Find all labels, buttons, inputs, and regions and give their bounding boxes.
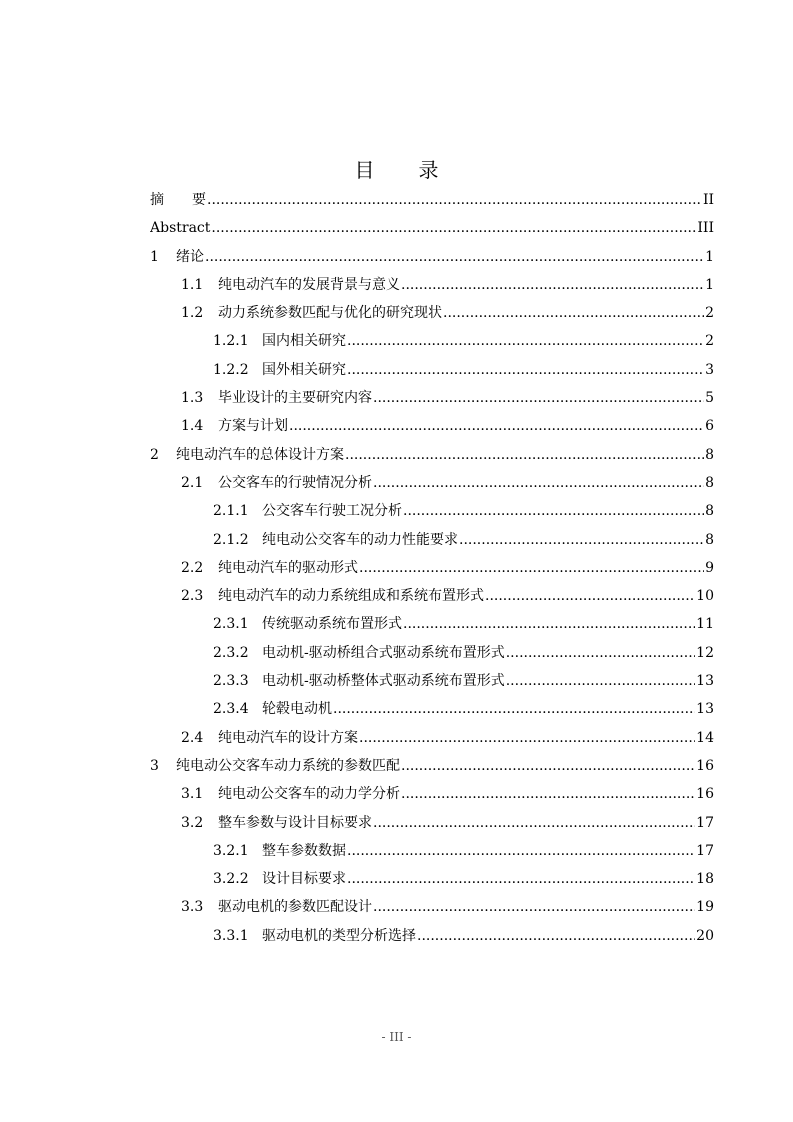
toc-leader-dots bbox=[359, 724, 695, 752]
toc-leader-dots bbox=[211, 214, 696, 242]
toc-entry-page-number: 16 bbox=[696, 786, 714, 803]
toc-entry-title: 轮毂电动机 bbox=[262, 701, 332, 718]
toc-entry-number: 3.2 bbox=[181, 814, 204, 831]
toc-leader-dots bbox=[345, 441, 704, 469]
toc-entry-number: 2.3.1 bbox=[213, 616, 249, 633]
toc-entry-number: 1.2.1 bbox=[213, 333, 249, 350]
toc-entry-page-number: 2 bbox=[705, 305, 714, 322]
toc-entry-page-number: II bbox=[702, 192, 714, 208]
toc-leader-dots bbox=[347, 356, 704, 384]
toc-entry-title: 设计目标要求 bbox=[262, 871, 346, 888]
toc-entry-title: 纯电动汽车的驱动形式 bbox=[218, 559, 358, 576]
toc-entry-title: 纯电动汽车的发展背景与意义 bbox=[218, 276, 400, 293]
toc-entry[interactable] bbox=[150, 724, 714, 752]
toc-entry-page-number: 17 bbox=[696, 814, 714, 831]
toc-entry-number: 2.3 bbox=[181, 588, 204, 605]
title-char-left: 目 bbox=[354, 158, 375, 182]
toc-entry-title: Abstract bbox=[150, 220, 211, 237]
toc-leader-dots bbox=[485, 582, 695, 610]
toc-entry[interactable] bbox=[150, 695, 714, 723]
toc-entry[interactable] bbox=[150, 837, 714, 865]
toc-leader-dots bbox=[373, 469, 704, 497]
toc-entry-page-number: 8 bbox=[705, 503, 714, 520]
toc-leader-dots bbox=[347, 865, 695, 893]
toc-leader-dots bbox=[205, 243, 704, 271]
toc-entry[interactable] bbox=[150, 412, 714, 440]
toc-entry-page-number: III bbox=[697, 220, 714, 237]
toc-leader-dots bbox=[506, 667, 695, 695]
toc-entry-page-number: 18 bbox=[696, 871, 714, 888]
toc-leader-dots bbox=[401, 271, 704, 299]
toc-entry-title: 纯电动汽车的总体设计方案 bbox=[176, 446, 344, 463]
toc-leader-dots bbox=[347, 327, 704, 355]
toc-entry[interactable] bbox=[150, 243, 714, 271]
toc-entry-page-number: 9 bbox=[705, 559, 714, 576]
toc-entry-page-number: 6 bbox=[705, 418, 714, 435]
toc-entry-page-number: 17 bbox=[696, 842, 714, 859]
toc-entry-page-number: 13 bbox=[696, 701, 714, 718]
toc-entry[interactable] bbox=[150, 610, 714, 638]
toc-entry-page-number: 12 bbox=[696, 644, 714, 661]
toc-entry[interactable] bbox=[150, 327, 714, 355]
toc-leader-dots bbox=[333, 695, 695, 723]
toc-entry-number: 2.1 bbox=[181, 474, 204, 491]
toc-entry-page-number: 14 bbox=[696, 729, 714, 746]
toc-leader-dots bbox=[401, 780, 695, 808]
toc-entry-title: 驱动电机的类型分析选择 bbox=[262, 927, 416, 944]
toc-entry-page-number: 8 bbox=[705, 446, 714, 463]
toc-entry-title: 国内相关研究 bbox=[262, 333, 346, 350]
toc-entry[interactable] bbox=[150, 299, 714, 327]
toc-entry-number: 3.1 bbox=[181, 786, 204, 803]
toc-entry-title: 纯电动公交客车的动力学分析 bbox=[218, 786, 400, 803]
toc-entry-number: 1.2 bbox=[181, 305, 204, 322]
toc-entry[interactable] bbox=[150, 356, 714, 384]
toc-entry-number: 1 bbox=[150, 248, 159, 265]
toc-entry[interactable] bbox=[150, 639, 714, 667]
toc-entry-title: 纯电动公交客车的动力性能要求 bbox=[262, 531, 458, 548]
toc-leader-dots bbox=[506, 639, 695, 667]
toc-entry[interactable] bbox=[150, 780, 714, 808]
toc-entry-number: 3.3.1 bbox=[213, 927, 249, 944]
toc-entry-title: 方案与计划 bbox=[218, 418, 288, 435]
toc-entry[interactable] bbox=[150, 554, 714, 582]
toc-entry-title: 整车参数数据 bbox=[262, 842, 346, 859]
toc-entry-title: 毕业设计的主要研究内容 bbox=[218, 390, 372, 407]
toc-entry-page-number: 13 bbox=[696, 673, 714, 690]
table-of-contents bbox=[150, 186, 714, 950]
toc-leader-dots bbox=[289, 412, 704, 440]
toc-leader-dots bbox=[443, 299, 704, 327]
toc-entry-title: 摘 要 bbox=[150, 192, 206, 208]
toc-leader-dots bbox=[459, 526, 704, 554]
toc-leader-dots bbox=[403, 497, 704, 525]
toc-entry-page-number: 1 bbox=[705, 248, 714, 265]
toc-entry-number: 1.2.2 bbox=[213, 361, 249, 378]
toc-entry-title: 公交客车行驶工况分析 bbox=[262, 503, 402, 520]
toc-entry-number: 3 bbox=[150, 757, 159, 774]
toc-entry-page-number: 2 bbox=[705, 333, 714, 350]
toc-entry-title: 电动机-驱动桥整体式驱动系统布置形式 bbox=[262, 673, 505, 690]
toc-entry[interactable] bbox=[150, 667, 714, 695]
toc-entry-title: 国外相关研究 bbox=[262, 361, 346, 378]
toc-entry-number: 2.3.3 bbox=[213, 673, 249, 690]
toc-entry-page-number: 5 bbox=[705, 390, 714, 407]
toc-entry[interactable] bbox=[150, 582, 714, 610]
toc-entry[interactable] bbox=[150, 893, 714, 921]
toc-entry-number: 2.4 bbox=[181, 729, 204, 746]
toc-entry-title: 传统驱动系统布置形式 bbox=[262, 616, 402, 633]
toc-leader-dots bbox=[373, 809, 695, 837]
toc-entry-number: 2 bbox=[150, 446, 159, 463]
toc-entry-page-number: 10 bbox=[696, 588, 714, 605]
toc-entry-number: 1.3 bbox=[181, 390, 204, 407]
toc-entry[interactable] bbox=[150, 441, 714, 469]
toc-leader-dots bbox=[373, 384, 704, 412]
toc-entry-number: 2.1.1 bbox=[213, 503, 249, 520]
toc-entry-page-number: 16 bbox=[696, 757, 714, 774]
toc-entry-page-number: 19 bbox=[696, 899, 714, 916]
toc-entry[interactable] bbox=[150, 469, 714, 497]
toc-entry-title: 纯电动公交客车动力系统的参数匹配 bbox=[176, 757, 400, 774]
toc-entry-page-number: 8 bbox=[705, 474, 714, 491]
toc-entry-number: 1.1 bbox=[181, 276, 204, 293]
toc-entry[interactable] bbox=[150, 497, 714, 525]
toc-entry[interactable] bbox=[150, 214, 714, 242]
toc-entry-title: 驱动电机的参数匹配设计 bbox=[218, 899, 372, 916]
toc-entry[interactable] bbox=[150, 271, 714, 299]
toc-entry-title: 电动机-驱动桥组合式驱动系统布置形式 bbox=[262, 644, 505, 661]
toc-entry-number: 2.2 bbox=[181, 559, 204, 576]
toc-entry-page-number: 20 bbox=[696, 927, 714, 944]
toc-entry-title: 整车参数与设计目标要求 bbox=[218, 814, 372, 831]
toc-leader-dots bbox=[359, 554, 704, 582]
toc-leader-dots bbox=[347, 837, 695, 865]
toc-leader-dots bbox=[373, 893, 695, 921]
toc-entry[interactable] bbox=[150, 526, 714, 554]
toc-entry-number: 2.3.4 bbox=[213, 701, 249, 718]
toc-entry-title: 绪论 bbox=[176, 248, 204, 265]
toc-entry-number: 3.2.2 bbox=[213, 871, 249, 888]
toc-entry[interactable] bbox=[150, 186, 714, 214]
toc-entry-page-number: 1 bbox=[705, 276, 714, 293]
toc-entry-title: 动力系统参数匹配与优化的研究现状 bbox=[218, 305, 442, 322]
toc-entry-title: 纯电动汽车的设计方案 bbox=[218, 729, 358, 746]
toc-leader-dots bbox=[417, 922, 695, 950]
page-footer: - III - bbox=[381, 1030, 412, 1044]
toc-entry[interactable] bbox=[150, 752, 714, 780]
toc-entry-number: 2.1.2 bbox=[213, 531, 249, 548]
toc-entry[interactable] bbox=[150, 809, 714, 837]
title-char-right: 录 bbox=[418, 158, 439, 182]
page-title bbox=[0, 154, 793, 183]
toc-entry[interactable] bbox=[150, 865, 714, 893]
toc-entry-title: 公交客车的行驶情况分析 bbox=[218, 474, 372, 491]
toc-entry-page-number: 11 bbox=[696, 616, 714, 633]
toc-entry-number: 1.4 bbox=[181, 418, 204, 435]
toc-entry[interactable] bbox=[150, 922, 714, 950]
toc-entry-title: 纯电动汽车的动力系统组成和系统布置形式 bbox=[218, 588, 484, 605]
toc-leader-dots bbox=[403, 610, 695, 638]
toc-entry-page-number: 3 bbox=[705, 361, 714, 378]
toc-entry-number: 3.2.1 bbox=[213, 842, 249, 859]
toc-entry-number: 2.3.2 bbox=[213, 644, 249, 661]
toc-leader-dots bbox=[401, 752, 695, 780]
toc-entry[interactable] bbox=[150, 384, 714, 412]
toc-entry-page-number: 8 bbox=[705, 531, 714, 548]
toc-entry-number: 3.3 bbox=[181, 899, 204, 916]
toc-leader-dots bbox=[207, 186, 702, 214]
